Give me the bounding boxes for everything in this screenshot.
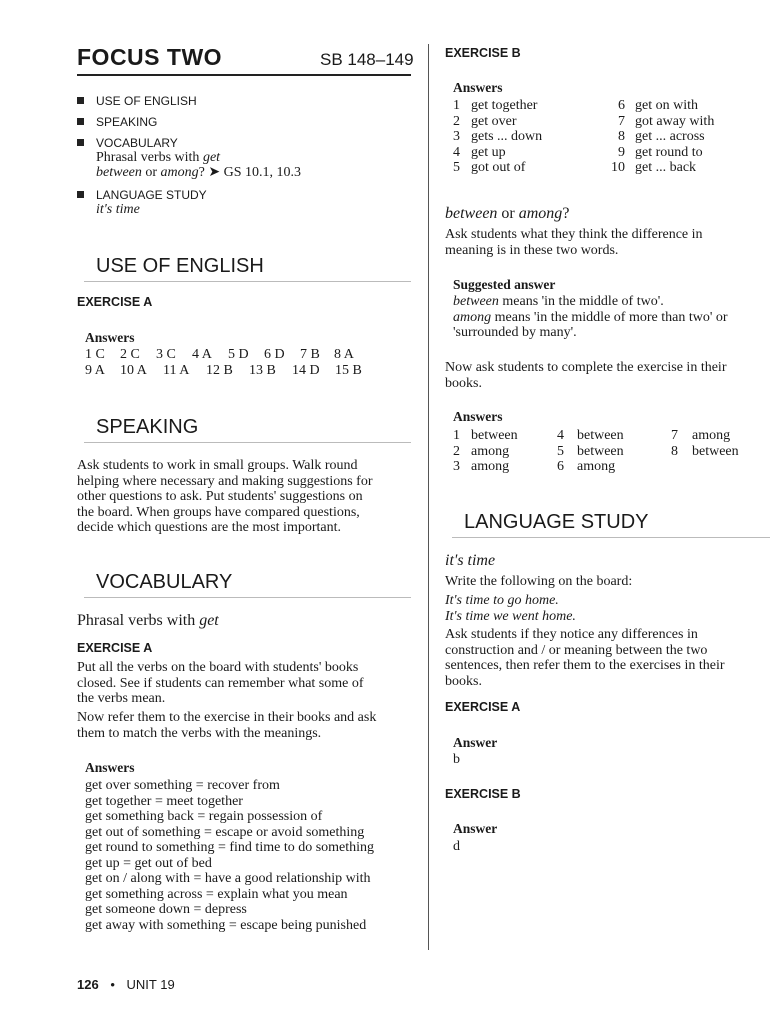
- bullet-square-icon: [77, 139, 84, 146]
- list-item: 5 between: [557, 443, 624, 459]
- list-item: 5 got out of: [453, 160, 526, 175]
- list-item: get on / along with = have a good relationship with: [85, 871, 371, 886]
- list-item: 2 among: [453, 443, 510, 459]
- footer-separator: •: [110, 977, 115, 992]
- list-item: 3 among: [453, 459, 510, 474]
- section-heading-speaking: SPEAKING: [96, 416, 199, 438]
- language-study-para: Ask students if they notice any differences in construction and / or meaning between the two sentences, then refer them to the exercises in their books.: [445, 627, 725, 689]
- language-study-exercise-b-label: EXERCISE B: [445, 787, 521, 801]
- language-study-subheading: it's time: [445, 552, 496, 569]
- vocabulary-exercise-a-label: EXERCISE A: [77, 641, 153, 655]
- section-heading-use-of-english: USE OF ENGLISH: [96, 255, 264, 277]
- between-among-col-1: [453, 428, 553, 475]
- page-footer: [77, 977, 175, 992]
- list-item: get round to something = find time to do something: [85, 840, 375, 855]
- list-item: 3 gets ... down: [453, 129, 543, 144]
- vocabulary-subheading: Phrasal verbs with get: [77, 612, 219, 629]
- bullet-vocabulary: VOCABULARY: [77, 135, 178, 151]
- bullet-square-icon: [77, 191, 84, 198]
- list-item: get together = meet together: [85, 793, 243, 809]
- vocabulary-answers-label: Answers: [85, 760, 135, 775]
- exercise-b-right-list: [603, 98, 743, 176]
- bullet-square-icon: [77, 118, 84, 125]
- list-item: 7 among: [671, 428, 731, 443]
- list-item: 1 get together: [453, 98, 538, 113]
- between-among-intro: Ask students what they think the difference in meaning is in these two words.: [445, 227, 703, 258]
- exercise-b-label: EXERCISE B: [445, 46, 521, 60]
- between-among-heading: between or among?: [445, 205, 570, 222]
- unit-label: UNIT 19: [126, 977, 175, 992]
- language-study-write: Write the following on the board:: [445, 574, 633, 589]
- bullet-use-of-english: USE OF ENGLISH: [77, 93, 197, 109]
- page-number: 126: [77, 977, 99, 992]
- list-item: 1 between: [453, 428, 518, 443]
- list-item: 6 among: [557, 459, 616, 474]
- list-item: get something back = regain possession of: [85, 809, 323, 824]
- between-among-answers-label: Answers: [453, 409, 503, 424]
- header-rule: [77, 74, 411, 76]
- between-among-col-2: [557, 428, 657, 475]
- list-item: 9 get round to: [618, 144, 703, 160]
- list-item: 4 between: [557, 428, 624, 443]
- suggested-answer-label: Suggested answer: [453, 277, 556, 292]
- bullet-vocabulary-sub2: between or among? ➤ GS 10.1, 10.3: [96, 165, 302, 180]
- section-rule: [84, 597, 411, 598]
- exercise-b-left-list: [453, 98, 593, 176]
- list-item: 6 get on with: [618, 98, 698, 113]
- language-study-exercise-b-answer-label: Answer: [453, 821, 498, 836]
- vocabulary-para-2: Now refer them to the exercise in their books and ask them to match the verbs with the meanings.: [77, 710, 377, 741]
- section-rule: [452, 537, 770, 538]
- bullet-language-study: LANGUAGE STUDY: [77, 187, 207, 203]
- vocabulary-para-1: Put all the verbs on the board with students' books closed. See if students can remember what some of the verbs mean.: [77, 660, 364, 706]
- exercise-b-answers-label: Answers: [453, 80, 503, 95]
- list-item: 7 got away with: [618, 113, 715, 129]
- suggested-answer-text: between means 'in the middle of two'. among means 'in the middle of more than two' or 'surrounded by many'.: [453, 294, 728, 340]
- speaking-text: Ask students to work in small groups. Walk round helping where necessary and making suggestions for other questions to ask. Put students' suggestions on the board. When groups have compared questions, decide which questions are the most important.: [77, 458, 373, 535]
- bullet-language-study-sub: it's time: [96, 202, 140, 217]
- list-item: get over something = recover from: [85, 778, 280, 793]
- list-item: 8 get ... across: [618, 129, 705, 144]
- list-item: get up = get out of bed: [85, 855, 212, 871]
- answers-row-1: 1 C 2 C 3 C 4 A 5 D 6 D 7 B 8 A: [85, 347, 354, 362]
- language-study-example-2: It's time we went home.: [445, 609, 576, 624]
- vocabulary-answers-list: [85, 778, 415, 933]
- list-item: get someone down = depress: [85, 902, 247, 917]
- section-heading-language-study: LANGUAGE STUDY: [464, 511, 649, 533]
- section-rule: [84, 281, 411, 282]
- answers-row-2: 9 A 10 A 11 A 12 B 13 B 14 D 15 B: [85, 363, 362, 378]
- exercise-a-label: EXERCISE A: [77, 295, 153, 309]
- bullet-speaking: SPEAKING: [77, 114, 157, 130]
- list-item: get something across = explain what you mean: [85, 886, 348, 902]
- answers-label: Answers: [85, 330, 135, 345]
- list-item: get away with something = escape being punished: [85, 917, 367, 933]
- between-among-after: Now ask students to complete the exercise in their books.: [445, 360, 727, 391]
- section-rule: [84, 442, 411, 443]
- list-item: 2 get over: [453, 113, 517, 129]
- language-study-exercise-a-answer-label: Answer: [453, 735, 498, 750]
- language-study-exercise-b-answer: d: [453, 839, 460, 854]
- list-item: get out of something = escape or avoid something: [85, 824, 365, 840]
- list-item: 4 get up: [453, 144, 506, 160]
- list-item: 8 between: [671, 443, 739, 459]
- sb-reference: SB 148–149: [320, 50, 414, 69]
- language-study-exercise-a-label: EXERCISE A: [445, 700, 521, 714]
- between-among-col-3: [671, 428, 771, 459]
- focus-title: FOCUS TWO: [77, 44, 223, 70]
- list-item: 10 get ... back: [611, 160, 697, 175]
- section-heading-vocabulary: VOCABULARY: [96, 571, 233, 593]
- bullet-square-icon: [77, 97, 84, 104]
- language-study-exercise-a-answer: b: [453, 752, 460, 767]
- language-study-example-1: It's time to go home.: [445, 593, 559, 608]
- column-divider: [428, 44, 429, 950]
- bullet-vocabulary-sub1: Phrasal verbs with get: [96, 150, 221, 165]
